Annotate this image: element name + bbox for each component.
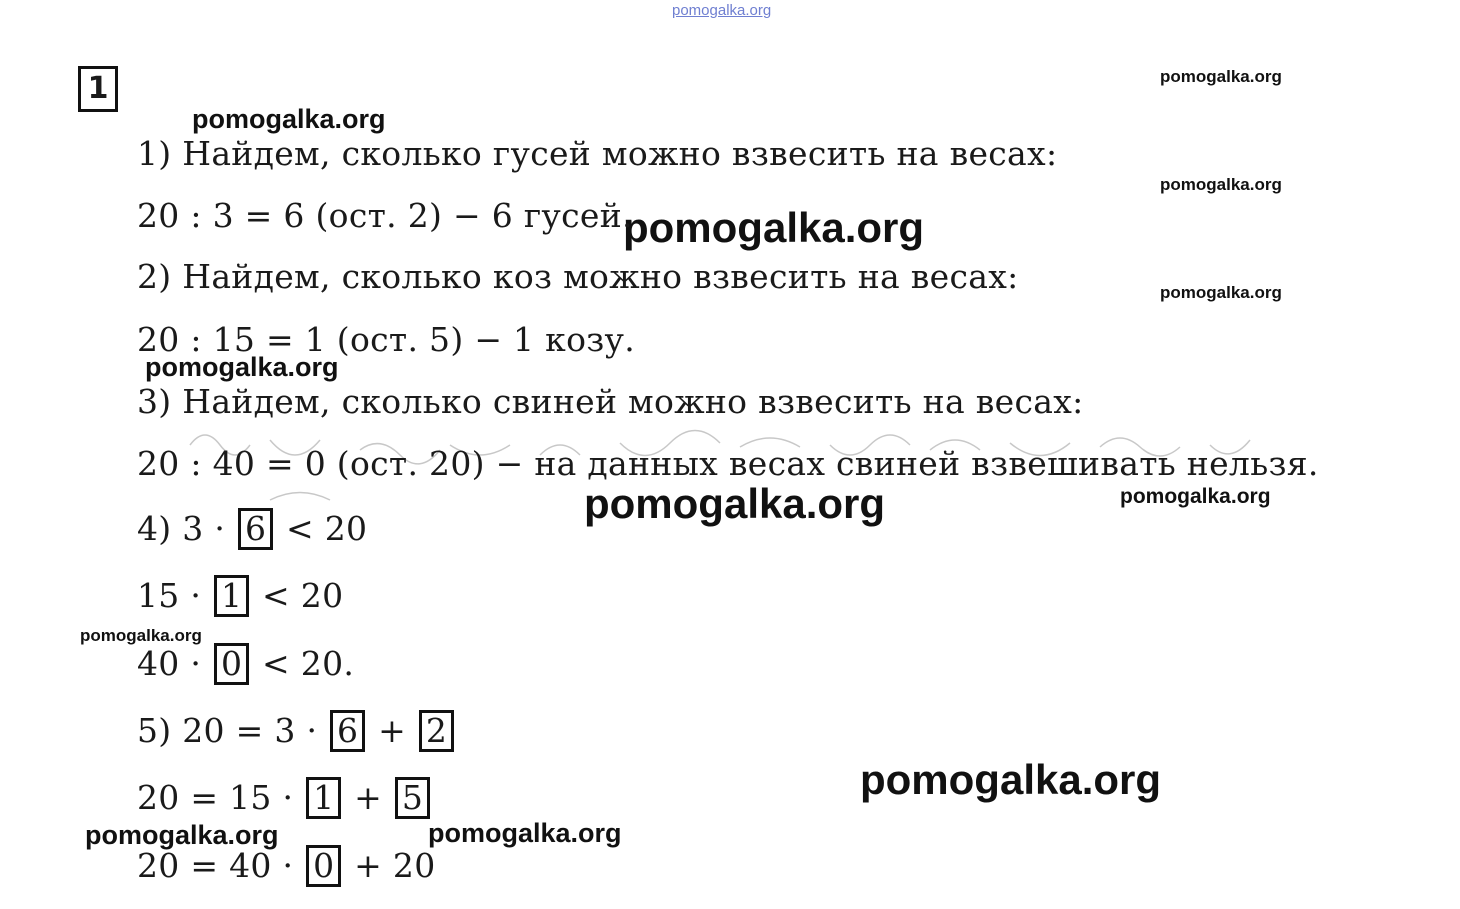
solution-line-9 bbox=[137, 644, 354, 687]
expr-text: 15 · bbox=[137, 576, 212, 615]
watermark: pomogalka.org bbox=[428, 818, 622, 848]
expr-text: 4) 3 · bbox=[137, 509, 236, 548]
solution-line-2: 20 : 3 = 6 (ост. 2) − 6 гусей. bbox=[137, 196, 633, 235]
watermark: pomogalka.org bbox=[623, 204, 925, 251]
watermark: pomogalka.org bbox=[145, 352, 339, 382]
solution-line-5: 3) Найдем, сколько свиней можно взвесить на весах: bbox=[137, 382, 1084, 421]
expr-text: 5) 20 = 3 · bbox=[137, 711, 329, 750]
top-site-link[interactable]: pomogalka.org bbox=[672, 2, 772, 19]
watermark: pomogalka.org bbox=[1160, 175, 1282, 194]
answer-box: 5 bbox=[395, 777, 430, 819]
solution-line-1: 1) Найдем, сколько гусей можно взвесить на весах: bbox=[137, 134, 1058, 173]
solution-line-7 bbox=[137, 509, 367, 552]
answer-box: 6 bbox=[330, 710, 365, 752]
watermark: pomogalka.org bbox=[584, 480, 886, 527]
expr-text: 20 = 15 · bbox=[137, 778, 305, 817]
expr-text: + bbox=[367, 711, 417, 750]
answer-box: 6 bbox=[238, 508, 273, 550]
answer-box: 0 bbox=[306, 845, 341, 887]
watermark: pomogalka.org bbox=[80, 626, 202, 645]
solution-line-11 bbox=[137, 778, 432, 821]
solution-line-8 bbox=[137, 576, 343, 619]
answer-box: 2 bbox=[419, 710, 454, 752]
watermark: pomogalka.org bbox=[1120, 485, 1271, 508]
solution-line-10 bbox=[137, 711, 456, 754]
expr-text: 40 · bbox=[137, 644, 212, 683]
expr-text: < 20 bbox=[275, 509, 368, 548]
expr-text: < 20. bbox=[251, 644, 355, 683]
answer-box: 1 bbox=[306, 777, 341, 819]
task-number: 1 bbox=[78, 66, 118, 112]
solution-line-12 bbox=[137, 846, 436, 889]
watermark: pomogalka.org bbox=[192, 104, 386, 134]
expr-text: < 20 bbox=[251, 576, 344, 615]
watermark: pomogalka.org bbox=[1160, 67, 1282, 86]
solution-line-4: 20 : 15 = 1 (ост. 5) − 1 козу. bbox=[137, 320, 636, 359]
answer-box: 1 bbox=[214, 575, 249, 617]
watermark: pomogalka.org bbox=[1160, 283, 1282, 302]
solution-line-6: 20 : 40 = 0 (ост. 20) − на данных весах свиней взвешивать нельзя. bbox=[137, 444, 1319, 483]
expr-text: 20 = 40 · bbox=[137, 846, 305, 885]
answer-box: 0 bbox=[214, 643, 249, 685]
solution-line-3: 2) Найдем, сколько коз можно взвесить на весах: bbox=[137, 257, 1019, 296]
watermark: pomogalka.org bbox=[860, 756, 1162, 803]
expr-text: + 20 bbox=[343, 846, 436, 885]
expr-text: + bbox=[343, 778, 393, 817]
watermark: pomogalka.org bbox=[85, 820, 279, 850]
